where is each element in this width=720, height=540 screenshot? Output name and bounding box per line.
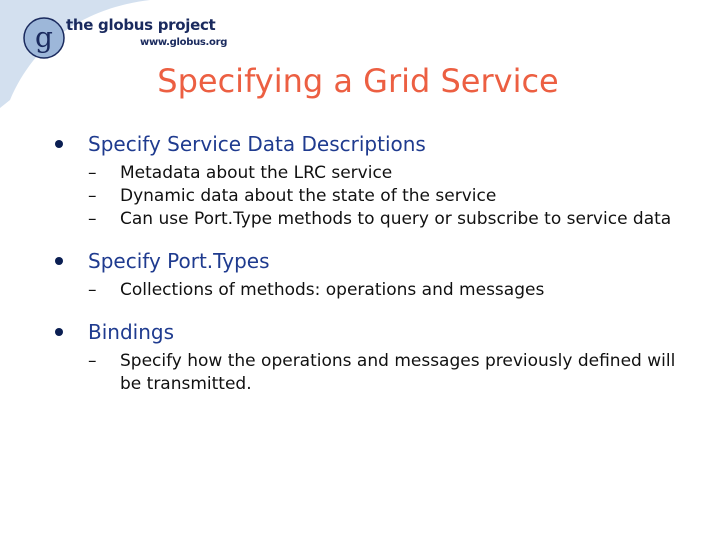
bullet-item [52,247,692,302]
dash-marker-icon: – [88,163,97,183]
globus-logo-mark [22,14,68,60]
bullet-item [52,318,692,396]
sub-list [88,162,692,231]
sub-item-text: Can use Port.Type methods to query or subscribe to service data [120,209,672,229]
bullet-text: Specify Port.Types [88,249,270,273]
sub-list [88,279,692,302]
sub-item-text: Dynamic data about the state of the service [120,186,497,206]
sub-item-text: Metadata about the LRC service [120,163,393,183]
sub-item-text: Specify how the operations and messages previously defined will be transmitted. [120,351,676,394]
dash-marker-icon: – [88,280,97,300]
logo-name: the globus project [66,16,216,34]
dash-marker-icon: – [88,186,97,206]
logo-letter: g [35,21,53,54]
bullet-text: Bindings [88,320,174,344]
sub-item-text: Collections of methods: operations and messages [120,280,545,300]
sub-item [88,208,692,231]
bullet-dot-icon [55,257,63,265]
sub-item [88,350,692,396]
bullet-dot-icon [55,328,63,336]
sub-item [88,279,692,302]
slide-title: Specifying a Grid Service [157,62,559,100]
sub-item [88,185,692,208]
logo-url: www.globus.org [140,37,228,48]
bullet-item [52,130,692,231]
bullet-list [52,130,692,396]
dash-marker-icon: – [88,351,97,371]
dash-marker-icon: – [88,209,97,229]
sub-list [88,350,692,396]
bullet-text: Specify Service Data Descriptions [88,132,426,156]
sub-item [88,162,692,185]
bullet-dot-icon [55,140,63,148]
